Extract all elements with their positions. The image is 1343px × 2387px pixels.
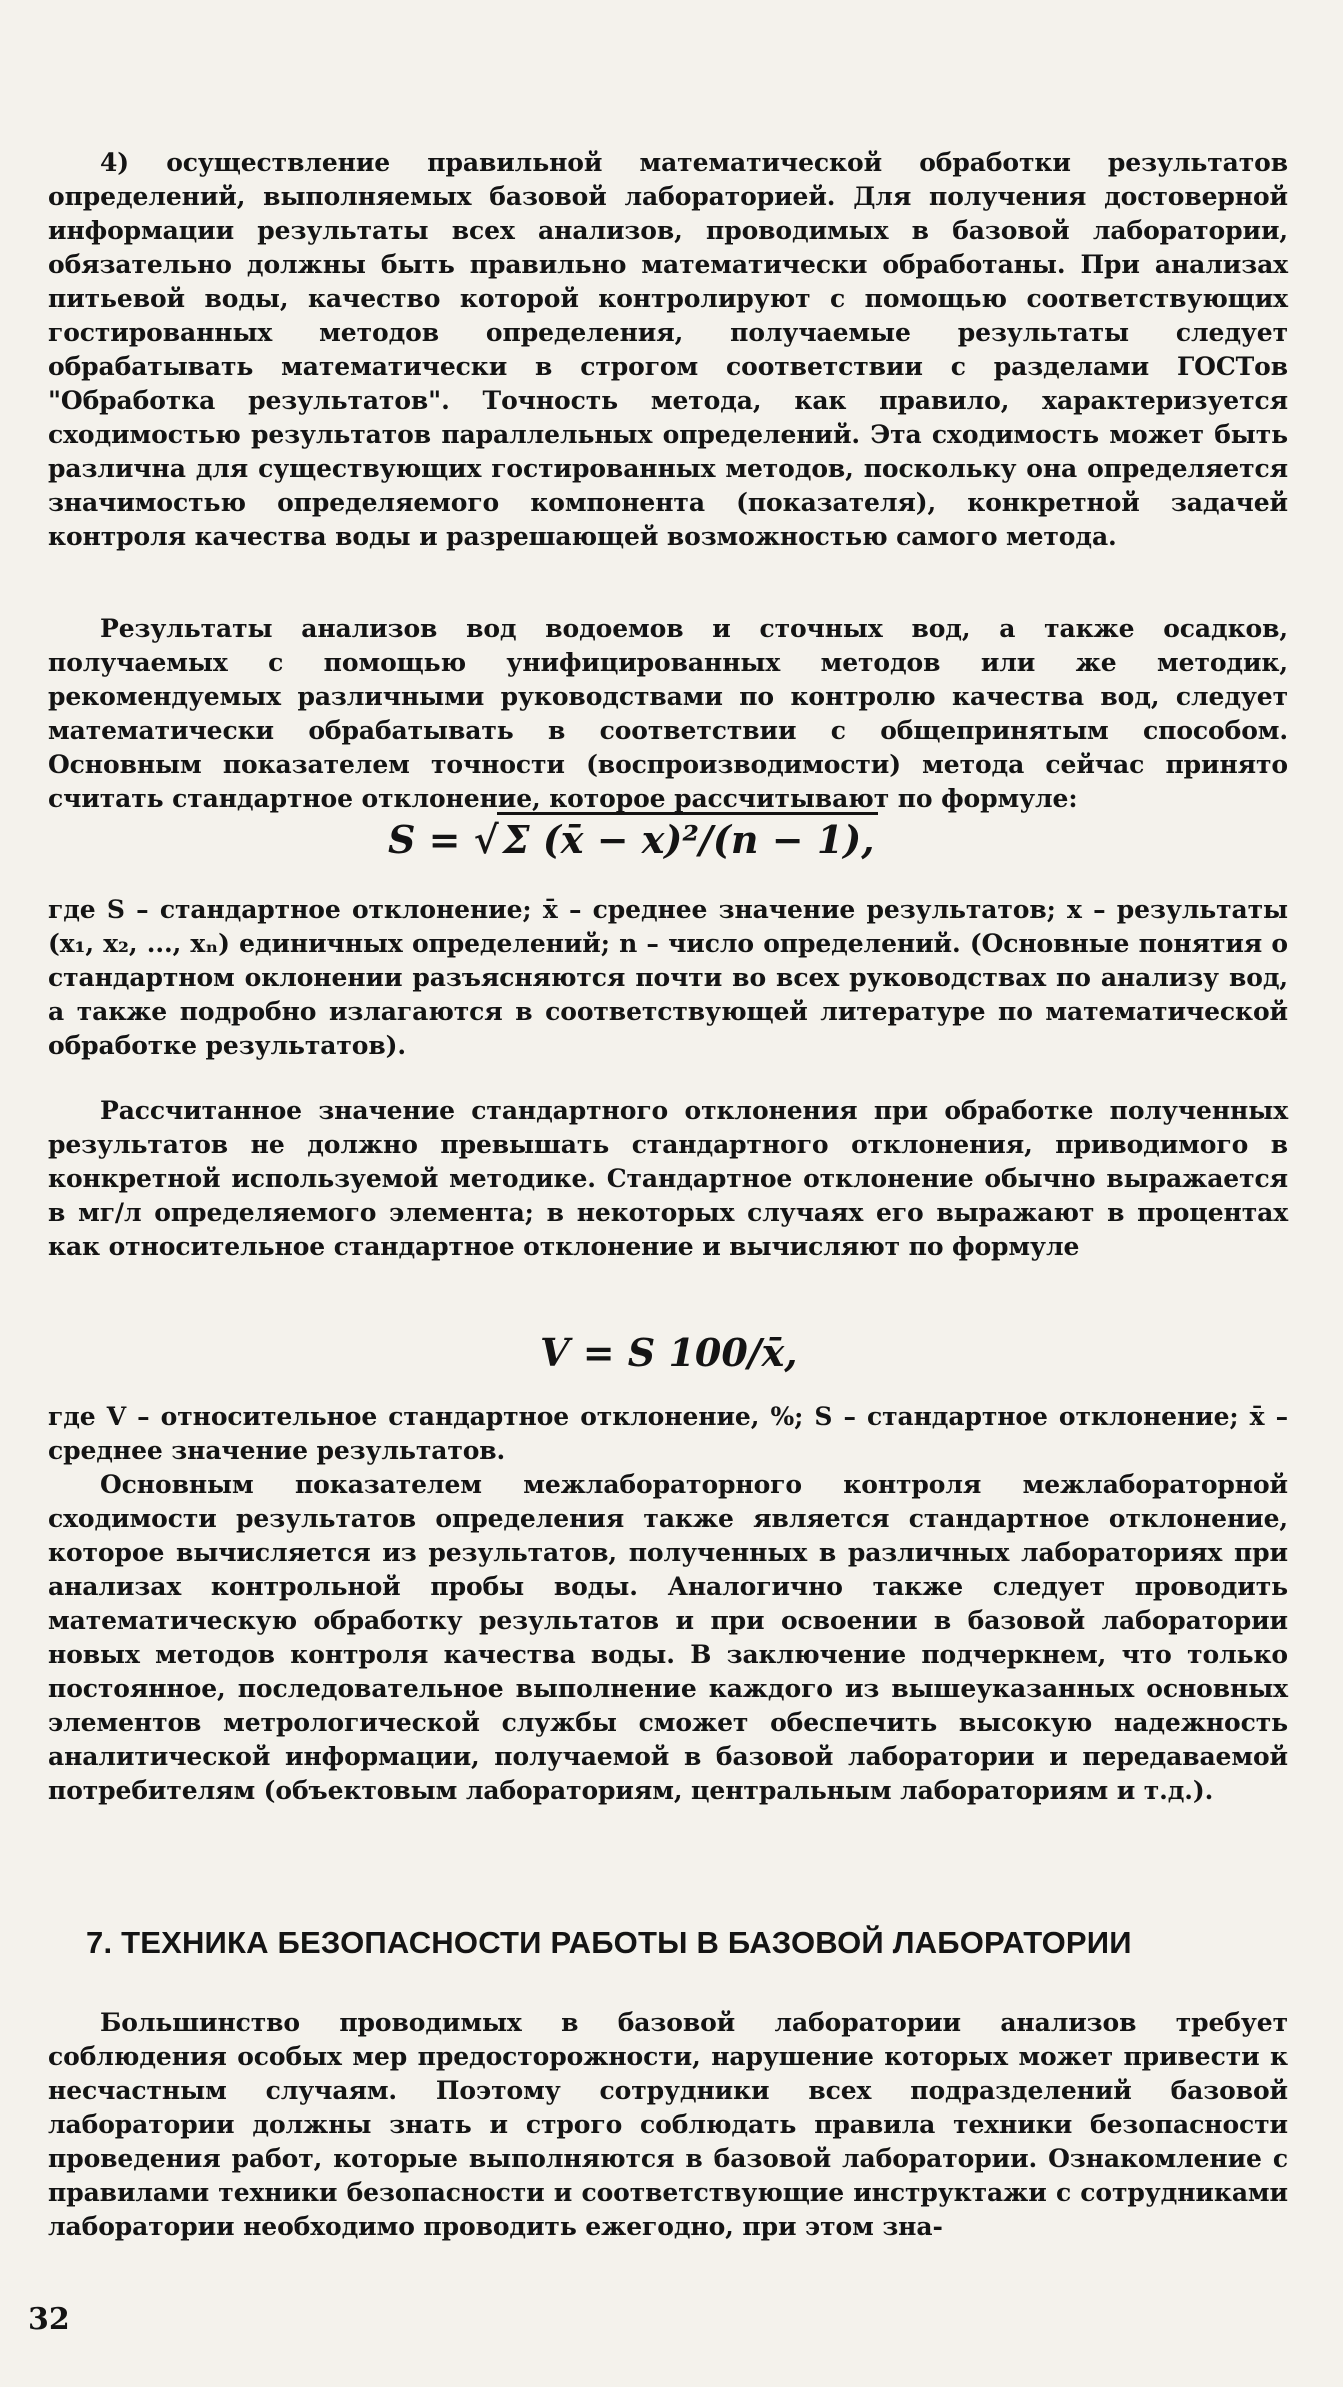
paragraph-safety-intro: Большинство проводимых в базовой лаборатории анализов требует соблюдения особых мер предосторожности, нарушение которых может привести к несчастным случаям. Поэтому сотрудники всех подразделений базовой лаборатории должны знать и строго соблюдать правила техники безопасности проведения работ, которые выполняются в базовой лаборатории. Ознакомление с правилами техники безопасности и соответствующие инструктажи с сотрудниками лаборатории необходимо проводить ежегодно, при этом зна- — [48, 2008, 1288, 2241]
page-number: 32 — [28, 2302, 70, 2337]
paragraph-math-processing: 4) осуществление правильной математической обработки результатов определений, выполняемых базовой лабораторией. Для получения достоверной информации результаты всех анализов, проводимых в базовой лаборатории, обязательно должны быть правильно математически обработаны. При анализах питьевой воды, качество которой контролируют с помощью соответствующих гостированных методов определения, получаемые результаты следует обрабатывать математически в строгом соответствии с разделами ГОСТов "Обработка результатов". Точность метода, как правило, характеризуется сходимостью результатов параллельных определений. Эта сходимость может быть различна для существующих гостированных методов, поскольку она определяется значимостью определяемого компонента (показателя), конкретной задачей контроля качества воды и разрешающей возможностью самого метода. — [48, 148, 1288, 551]
formula-lhs: S = — [388, 817, 461, 862]
paragraph-relative-legend: где V – относительное стандартное отклонение, %; S – стандартное отклонение; x̄ – среднее значение результатов. — [48, 1402, 1288, 1465]
formula-standard-deviation: S = √ Σ (x̄ − x)²/(n − 1), — [388, 812, 878, 862]
paragraph-interlab-control: Основным показателем межлабораторного контроля межлабораторной сходимости результатов определения также является стандартное отклонение, которое вычисляется из результатов, полученных в различных лабораториях при анализах контрольной пробы воды. Аналогично также следует проводить математическую обработку результатов и при освоении в базовой лаборатории новых методов контроля качества воды. В заключение подчеркнем, что только постоянное, последовательное выполнение каждого из вышеуказанных основных элементов метрологической службы сможет обеспечить высокую надежность аналитической информации, получаемой в базовой лаборатории и передаваемой потребителям (объектовым лабораториям, центральным лабораториям и т.д.). — [48, 1470, 1288, 1805]
formula-radicand: Σ (x̄ − x)²/(n − 1), — [497, 812, 879, 862]
paragraph-std-deviation-intro: Результаты анализов вод водоемов и сточных вод, а также осадков, получаемых с помощью унифицированных методов или же методик, рекомендуемых различными руководствами по контролю качества вод, следует математически обрабатывать в соответствии с общепринятым способом. Основным показателем точности (воспроизводимости) метода сейчас принято считать стандартное отклонение, которое рассчитывают по формуле: — [48, 614, 1288, 813]
paragraph-formula-legend: где S – стандартное отклонение; x̄ – среднее значение результатов; x – результаты (x₁, x₂, ..., xₙ) единичных определений; n – число определений. (Основные понятия о стандартном оклонении разъясняются почти во всех руководствах по анализу вод, а также подробно излагаются в соответствующей литературе по математической обработке результатов). — [48, 895, 1288, 1060]
formula-relative-deviation: V = S 100/x̄, — [540, 1330, 798, 1375]
paragraph-relative-deviation: Рассчитанное значение стандартного отклонения при обработке полученных результатов не должно превышать стандартного отклонения, приводимого в конкретной используемой методике. Стандартное отклонение обычно выражается в мг/л определяемого элемента; в некоторых случаях его выражают в процентах как относительное стандартное отклонение и вычисляют по формуле — [48, 1096, 1288, 1261]
section-heading: 7. ТЕХНИКА БЕЗОПАСНОСТИ РАБОТЫ В БАЗОВОЙ ЛАБОРАТОРИИ — [86, 1925, 1132, 1960]
